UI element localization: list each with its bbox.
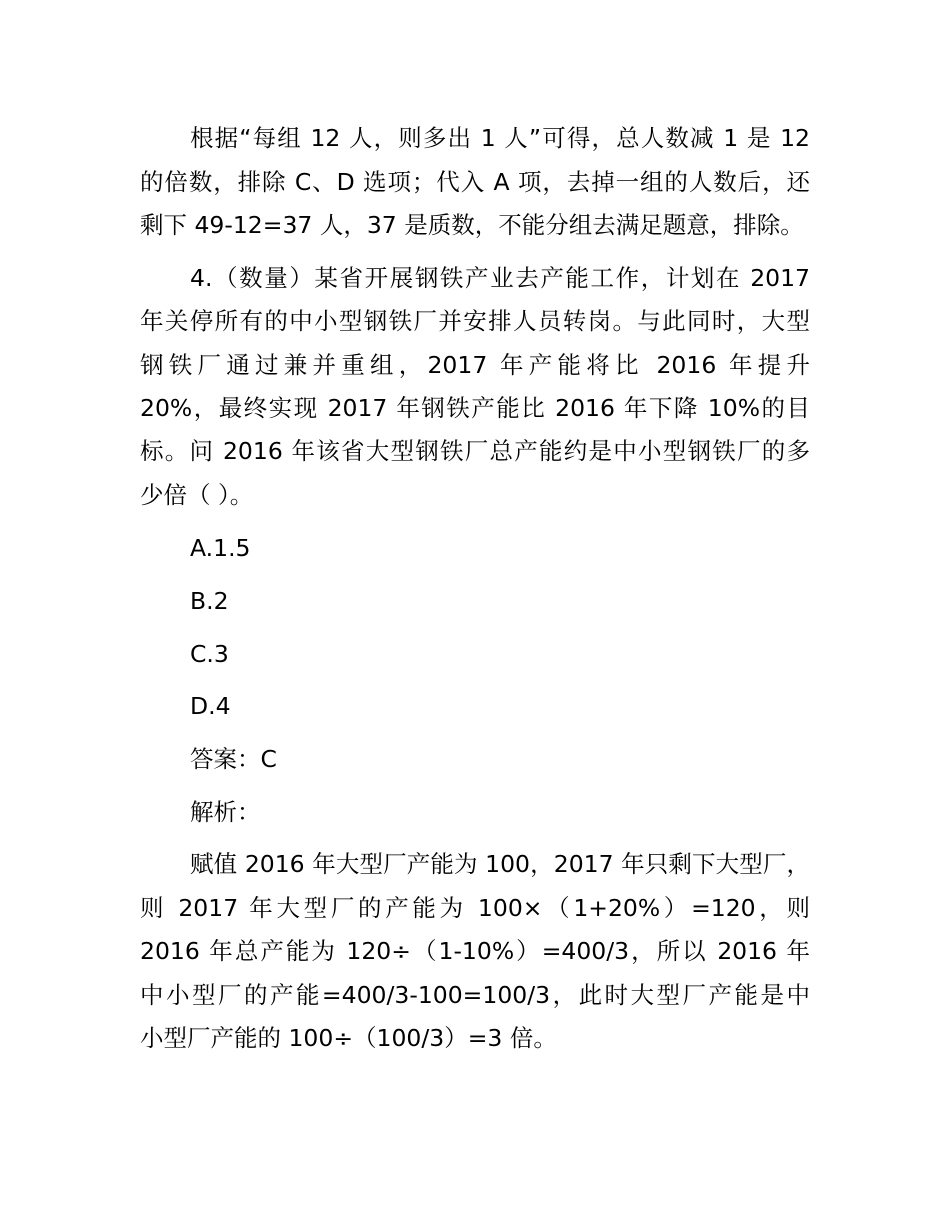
- answer: 答案：C: [190, 745, 277, 773]
- option-d: D.4: [190, 692, 231, 720]
- option-a: A.1.5: [190, 534, 251, 562]
- option-c: C.3: [190, 640, 229, 668]
- question-line-3: 钢铁厂通过兼并重组，2017 年产能将比 2016 年提升: [140, 351, 810, 379]
- question-line-6: 少倍（ ）。: [140, 481, 254, 509]
- question-line-5: 标。问 2016 年该省大型钢铁厂总产能约是中小型钢铁厂的多: [140, 437, 810, 465]
- analysis-label: 解析：: [190, 798, 261, 826]
- analysis-line-1: 赋值 2016 年大型厂产能为 100，2017 年只剩下大型厂，: [190, 850, 810, 878]
- para1-line-2: 的倍数，排除 C、D 选项；代入 A 项，去掉一组的人数后，还: [140, 168, 810, 196]
- question-line-4: 20%，最终实现 2017 年钢铁产能比 2016 年下降 10%的目: [140, 394, 810, 422]
- analysis-line-2: 则 2017 年大型厂的产能为 100×（1+20%）=120，则: [140, 894, 810, 922]
- question-line-1: 4.（数量）某省开展钢铁产业去产能工作，计划在 2017: [190, 264, 810, 292]
- question-line-2: 年关停所有的中小型钢铁厂并安排人员转岗。与此同时，大型: [140, 307, 810, 335]
- analysis-line-4: 中小型厂的产能=400/3-100=100/3，此时大型厂产能是中: [140, 981, 810, 1009]
- para1-line-1: 根据“每组 12 人，则多出 1 人”可得，总人数减 1 是 12: [190, 124, 810, 152]
- option-b: B.2: [190, 587, 229, 615]
- analysis-line-5: 小型厂产能的 100÷（100/3）=3 倍。: [140, 1024, 557, 1052]
- para1-line-3: 剩下 49-12=37 人，37 是质数，不能分组去满足题意，排除。: [140, 211, 804, 239]
- analysis-line-3: 2016 年总产能为 120÷（1-10%）=400/3，所以 2016 年: [140, 937, 810, 965]
